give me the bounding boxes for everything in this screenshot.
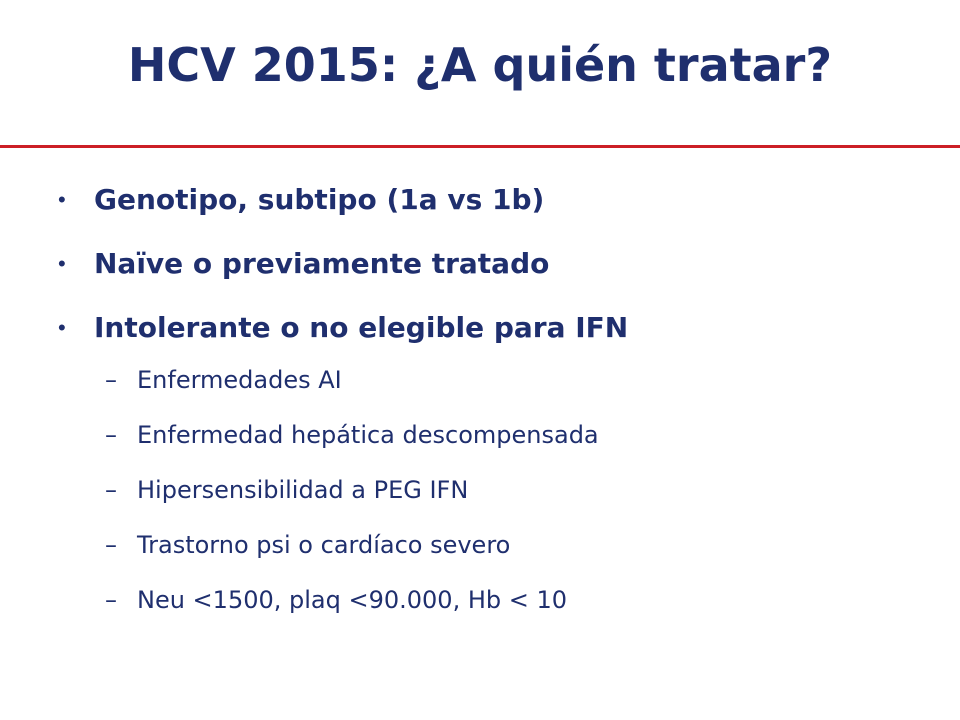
sub-bullet-list (105, 358, 599, 633)
bullet-text: Naïve o previamente tratado (94, 247, 550, 280)
sub-bullet-item (105, 358, 599, 413)
bullet-item (58, 180, 628, 244)
dash-icon: – (105, 366, 117, 394)
title-divider (0, 145, 960, 148)
dash-icon: – (105, 476, 117, 504)
bullet-icon: • (58, 251, 66, 276)
bullet-text: Intolerante o no elegible para IFN (94, 311, 629, 344)
sub-bullet-item (105, 468, 599, 523)
bullet-icon: • (58, 187, 66, 212)
bullet-item (58, 244, 628, 308)
sub-bullet-text: Enfermedad hepática descompensada (137, 421, 599, 449)
dash-icon: – (105, 531, 117, 559)
bullet-text: Genotipo, subtipo (1a vs 1b) (94, 183, 545, 216)
sub-bullet-text: Enfermedades AI (137, 366, 342, 394)
sub-bullet-item (105, 578, 599, 633)
sub-bullet-text: Hipersensibilidad a PEG IFN (137, 476, 469, 504)
sub-bullet-item (105, 523, 599, 578)
sub-bullet-text: Trastorno psi o cardíaco severo (137, 531, 511, 559)
slide-title: HCV 2015: ¿A quién tratar? (127, 38, 833, 92)
sub-bullet-item (105, 413, 599, 468)
bullet-list (58, 180, 628, 372)
dash-icon: – (105, 586, 117, 614)
sub-bullet-text: Neu <1500, plaq <90.000, Hb < 10 (137, 586, 568, 614)
dash-icon: – (105, 421, 117, 449)
bullet-icon: • (58, 315, 66, 340)
